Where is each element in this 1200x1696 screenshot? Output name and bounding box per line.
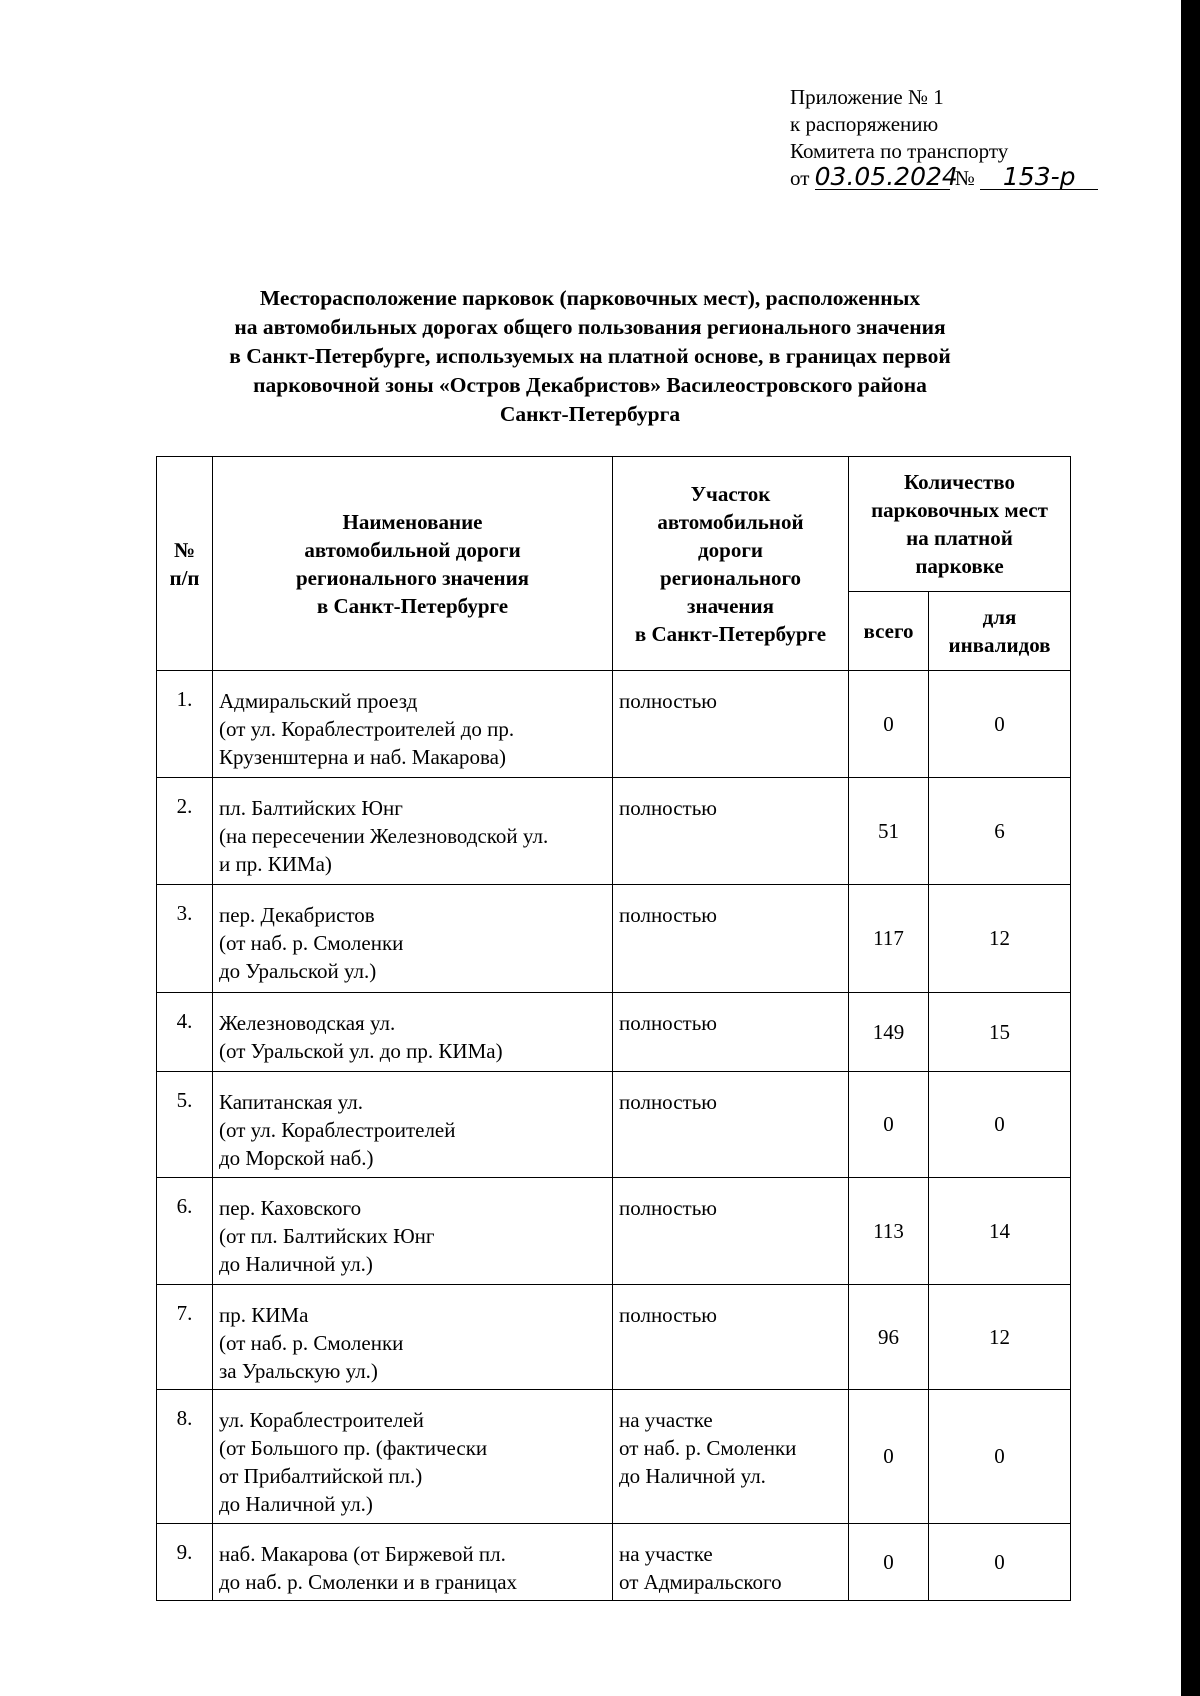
disabled-spaces: 15	[929, 993, 1071, 1072]
row-number: 9.	[157, 1524, 213, 1601]
road-name: Капитанская ул. (от ул. Кораблестроителей до Морской наб.)	[213, 1072, 613, 1178]
road-name: пер. Декабристов (от наб. р. Смоленки до Уральской ул.)	[213, 885, 613, 993]
road-name: пл. Балтийских Юнг (на пересечении Железноводской ул. и пр. КИМа)	[213, 778, 613, 885]
row-number: 4.	[157, 993, 213, 1072]
table-row	[157, 1072, 1071, 1178]
title-line: парковочной зоны «Остров Декабристов» Василеостровского района	[253, 373, 927, 397]
road-name: ул. Кораблестроителей (от Большого пр. (фактически от Прибалтийской пл.) до Наличной ул.)	[213, 1390, 613, 1524]
road-section: полностью	[613, 671, 849, 778]
appendix-line-1: Приложение № 1	[790, 85, 944, 109]
row-number: 5.	[157, 1072, 213, 1178]
disabled-spaces: 0	[929, 1390, 1071, 1524]
row-number: 2.	[157, 778, 213, 885]
road-section: полностью	[613, 1072, 849, 1178]
title-line: Месторасположение парковок (парковочных мест), расположенных	[259, 286, 921, 310]
disabled-spaces: 0	[929, 1072, 1071, 1178]
number-prefix: №	[954, 166, 975, 190]
road-name: наб. Макарова (от Биржевой пл. до наб. р. Смоленки и в границах	[213, 1524, 613, 1601]
row-number: 7.	[157, 1285, 213, 1390]
disabled-spaces: 0	[929, 671, 1071, 778]
table-row	[157, 1178, 1071, 1285]
road-name: Адмиральский проезд (от ул. Кораблестроителей до пр. Крузенштерна и наб. Макарова)	[213, 671, 613, 778]
handwritten-number: 153-р	[980, 165, 1098, 190]
table-row	[157, 885, 1071, 993]
header-parking-count: Количество парковочных мест на платной парковке	[849, 457, 1071, 592]
total-spaces: 0	[849, 671, 929, 778]
row-number: 6.	[157, 1178, 213, 1285]
header-road-name: Наименование автомобильной дороги регионального значения в Санкт-Петербурге	[213, 457, 613, 671]
header-road-section: Участок автомобильной дороги регионального значения в Санкт-Петербурге	[613, 457, 849, 671]
total-spaces: 51	[849, 778, 929, 885]
road-name: Железноводская ул. (от Уральской ул. до пр. КИМа)	[213, 993, 613, 1072]
row-number: 1.	[157, 671, 213, 778]
disabled-spaces: 0	[929, 1524, 1071, 1601]
road-section: полностью	[613, 778, 849, 885]
table-row	[157, 671, 1071, 778]
road-name: пр. КИМа (от наб. р. Смоленки за Уральскую ул.)	[213, 1285, 613, 1390]
disabled-spaces: 12	[929, 1285, 1071, 1390]
road-section: полностью	[613, 1285, 849, 1390]
total-spaces: 113	[849, 1178, 929, 1285]
row-number: 3.	[157, 885, 213, 993]
road-section: полностью	[613, 1178, 849, 1285]
date-prefix: от	[790, 166, 810, 190]
header-num: № п/п	[157, 457, 213, 671]
road-section: на участке от Адмиральского	[613, 1524, 849, 1601]
handwritten-date: 03.05.2024	[814, 162, 958, 191]
parking-table	[156, 456, 1071, 1601]
header-total: всего	[849, 592, 929, 671]
disabled-spaces: 14	[929, 1178, 1071, 1285]
road-section: на участке от наб. р. Смоленки до Наличной ул.	[613, 1390, 849, 1524]
title-line: на автомобильных дорогах общего пользования регионального значения	[234, 315, 946, 339]
title-line: в Санкт-Петербурге, используемых на платной основе, в границах первой	[229, 344, 951, 368]
header-disabled: для инвалидов	[929, 592, 1071, 671]
road-name: пер. Каховского (от пл. Балтийских Юнг до Наличной ул.)	[213, 1178, 613, 1285]
disabled-spaces: 6	[929, 778, 1071, 885]
disabled-spaces: 12	[929, 885, 1071, 993]
table-row	[157, 1524, 1071, 1601]
total-spaces: 96	[849, 1285, 929, 1390]
table-row	[157, 1285, 1071, 1390]
road-section: полностью	[613, 885, 849, 993]
appendix-line-3: Комитета по транспорту	[790, 139, 1009, 163]
row-number: 8.	[157, 1390, 213, 1524]
road-section: полностью	[613, 993, 849, 1072]
total-spaces: 149	[849, 993, 929, 1072]
appendix-date-line	[790, 162, 1098, 192]
appendix-line-2: к распоряжению	[790, 112, 939, 136]
total-spaces: 0	[849, 1524, 929, 1601]
document-title	[160, 284, 1020, 429]
title-line: Санкт-Петербурга	[499, 402, 681, 426]
total-spaces: 0	[849, 1072, 929, 1178]
table-row	[157, 778, 1071, 885]
appendix-header	[790, 84, 1098, 192]
table-row	[157, 1390, 1071, 1524]
total-spaces: 0	[849, 1390, 929, 1524]
scan-edge-strip	[1181, 0, 1200, 1696]
total-spaces: 117	[849, 885, 929, 993]
table-row	[157, 993, 1071, 1072]
